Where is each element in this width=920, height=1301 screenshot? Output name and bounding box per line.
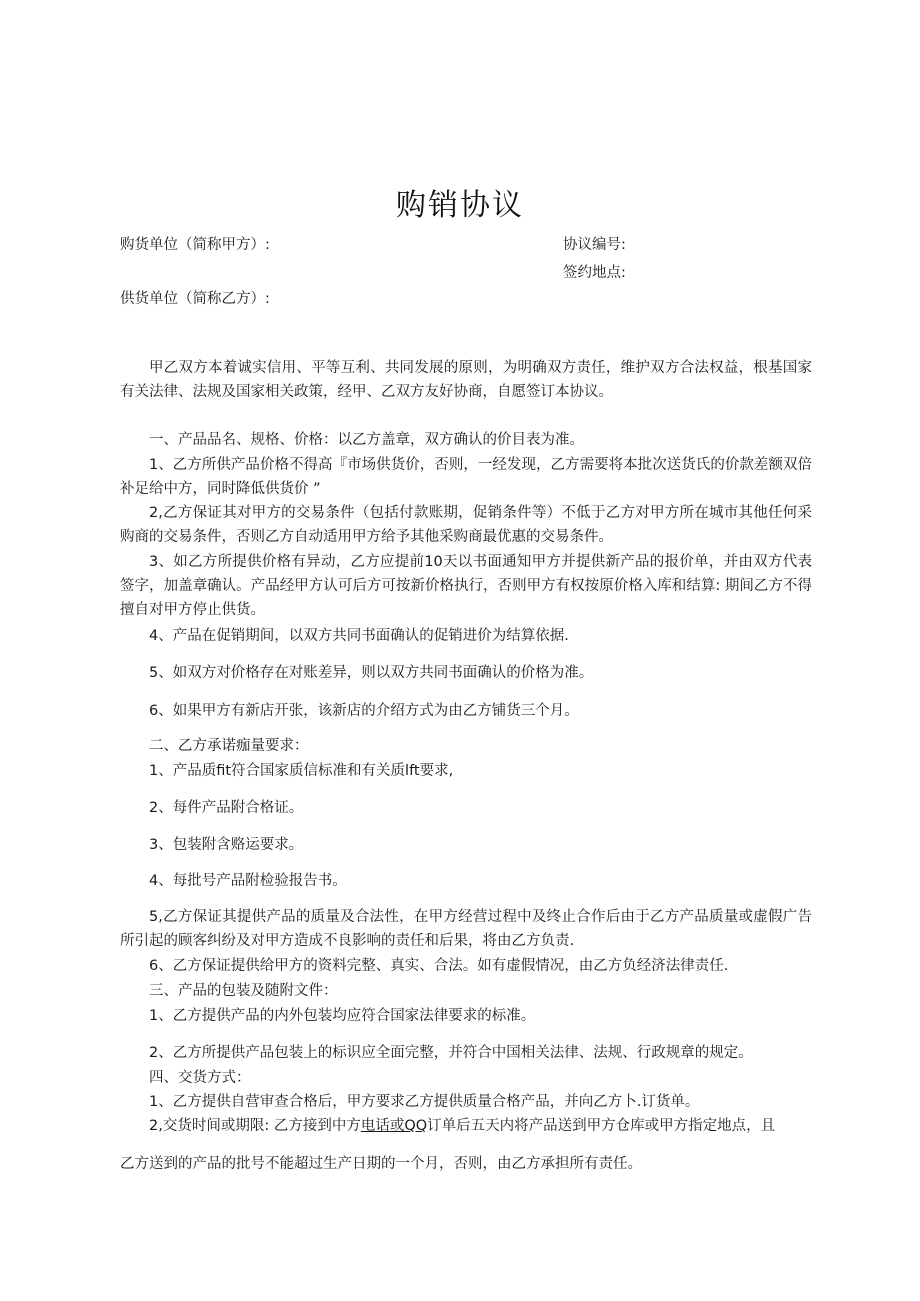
section-1-heading: 一、产品品名、规格、价格：以乙方盖章，双方确认的价目表为准。 xyxy=(149,432,584,448)
clause-2-3: 3、包装附含赂运要求。 xyxy=(149,837,304,853)
clause-2-1: 1、产品质fit符合国家质信标准和有关质lft要求, xyxy=(149,763,454,779)
agreement-no-label: 协议编号: xyxy=(563,237,626,253)
preamble-paragraph: 甲乙双方本着诚实信用、平等互利、共同发展的原则，为明确双方责任，维护双方合法权益，根基国家有关法律、法规及国家相关政策，经甲、乙双方友好协商，自愿签订本协议。 xyxy=(120,360,812,400)
clause-1-2: 2,乙方保证其对甲方的交易条件（包括付款账期，促销条件等）不低于乙方对甲方所在城市其他任何采购商的交易条件，否则乙方自动适用甲方给予其他采购商最优惠的交易条件。 xyxy=(120,505,812,545)
sign-place-label: 签约地点: xyxy=(563,265,626,281)
supplier-label: 供货单位（简称乙方）: xyxy=(120,291,270,307)
clause-1-3: 3、如乙方所提供价格有异动，乙方应提前10天以书面通知甲方并提供新产品的报价单，并由双方代表签字，加盖章确认。产品经甲方认可后方可按新价格执行，否则甲方有权按原价格入库和结算: 期间乙方不得擅自对甲方停止供货。 xyxy=(120,554,812,618)
agreement-body xyxy=(120,0,812,1301)
section-3-heading: 三、产品的包装及随附文件： xyxy=(149,983,338,999)
clause-1-6: 6、如果甲方有新店开张，该新店的介绍方式为由乙方铺货三个月。 xyxy=(149,703,579,719)
clause-3-1: 1、乙方提供产品的内外包装均应符合国家法律要求的标准。 xyxy=(149,1008,536,1024)
clause-1-1: 1、乙方所供产品价格不得高『市场供货价，否则，一经发现，乙方需要将本批次送货氏的价款差额双倍补足给中方，同时降低供货价 ” xyxy=(120,457,812,497)
section-2-heading: 二、乙方承诺痂量要求： xyxy=(149,738,309,754)
clause-4-2 xyxy=(120,1114,812,1138)
phone-or-qq-text: 电话或QQ xyxy=(360,1118,428,1134)
clause-1-4: 4、产品在促销期间，以双方共同书面确认的促销进价为结算依据. xyxy=(149,628,569,644)
clause-4-2-continuation: 乙方送到的产品的批号不能超过生产日期的一个月，否则，由乙方承担所有责任。 xyxy=(120,1156,642,1172)
clause-4-2-text: 2,交货时间或期限: 乙方接到中方 xyxy=(149,1118,361,1134)
clause-2-5: 5,乙方保证其提供产品的质量及合法性，在甲方经营过程中及终止合作后由于乙方产品质量或虚假广告所引起的顾客纠纷及对甲方造成不良影响的责任和后果，将由乙方负责. xyxy=(120,909,812,949)
document-title: 购销协议 xyxy=(396,188,524,223)
clause-4-2-text-cont: 订单后五天内将产品送到甲方仓库或甲方指定地点，且 xyxy=(427,1118,776,1134)
clause-3-2: 2、乙方所提供产品包装上的标识应全面完整，并符合中国相关法律、法规、行政规章的规定。 xyxy=(149,1045,753,1061)
clause-2-4: 4、每批号产品附检验报告书。 xyxy=(149,873,347,889)
clause-4-1: 1、乙方提供自营审查合格后，甲方要求乙方提供质量合格产品，并向乙方卜.订货单。 xyxy=(149,1094,700,1110)
buyer-label: 购货单位（简称甲方）: xyxy=(120,237,270,253)
clause-1-5: 5、如双方对价格存在对账差异，则以双方共同书面确认的价格为准。 xyxy=(149,665,594,681)
section-4-heading: 四、交货方式： xyxy=(149,1070,251,1086)
clause-2-6: 6、乙方保证提供给甲方的资料完整、真实、合法。如有虚假情况，由乙方负经济法律责任. xyxy=(149,958,729,974)
clause-2-2: 2、每件产品附合格证。 xyxy=(149,800,304,816)
